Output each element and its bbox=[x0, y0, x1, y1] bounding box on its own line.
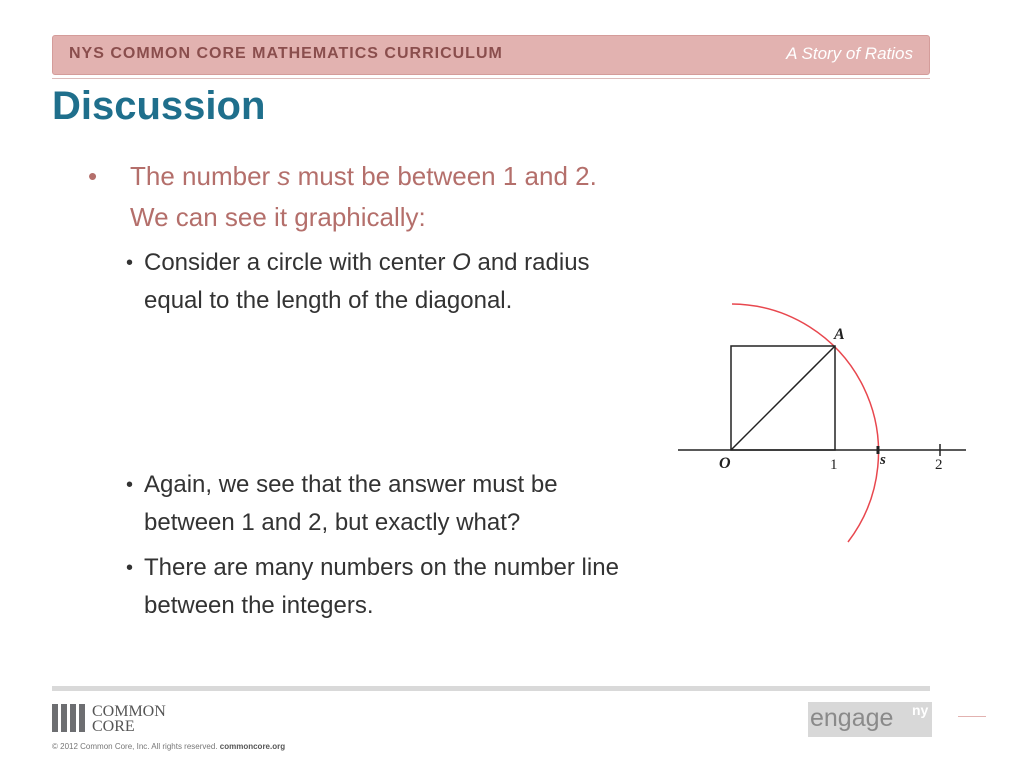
common-core-logo-text: COMMON CORE bbox=[92, 703, 166, 735]
label-s: s bbox=[880, 452, 886, 468]
curriculum-title: NYS COMMON CORE MATHEMATICS CURRICULUM bbox=[69, 45, 503, 62]
label-1: 1 bbox=[830, 457, 838, 473]
site-link[interactable]: commoncore.org bbox=[219, 742, 286, 751]
sub-bullet-text: Consider a circle with center O and radius equal to the length of the diagonal. bbox=[144, 249, 590, 314]
sub-bullet-text: Again, we see that the answer must be between 1 and 2, but exactly what? bbox=[144, 471, 558, 536]
bullet-dot: • bbox=[126, 474, 134, 496]
engageny-logo: engage ny bbox=[808, 702, 932, 737]
diagonal bbox=[731, 346, 835, 450]
copyright: © 2012 Common Core, Inc. All rights reserved. commoncore.org bbox=[52, 742, 286, 751]
header-divider bbox=[52, 78, 930, 79]
bullet-dot: • bbox=[126, 252, 134, 274]
label-2: 2 bbox=[935, 457, 943, 473]
label-a: A bbox=[834, 326, 845, 343]
header-bar bbox=[52, 35, 930, 75]
footer-divider bbox=[52, 686, 930, 691]
number-line-diagram bbox=[676, 298, 968, 544]
label-o: O bbox=[719, 455, 731, 472]
bullet-dot: • bbox=[88, 161, 98, 191]
sub-bullet-text: There are many numbers on the number line between the integers. bbox=[144, 554, 619, 619]
bullet-dot: • bbox=[126, 557, 134, 579]
circle-arc bbox=[732, 304, 879, 542]
decorative-dash bbox=[958, 716, 986, 717]
common-core-logo bbox=[52, 704, 192, 736]
main-bullet-text: The number s must be between 1 and 2. We can see it graphically: bbox=[130, 161, 597, 232]
page-title: Discussion bbox=[52, 84, 266, 128]
module-title: A Story of Ratios bbox=[786, 44, 913, 63]
